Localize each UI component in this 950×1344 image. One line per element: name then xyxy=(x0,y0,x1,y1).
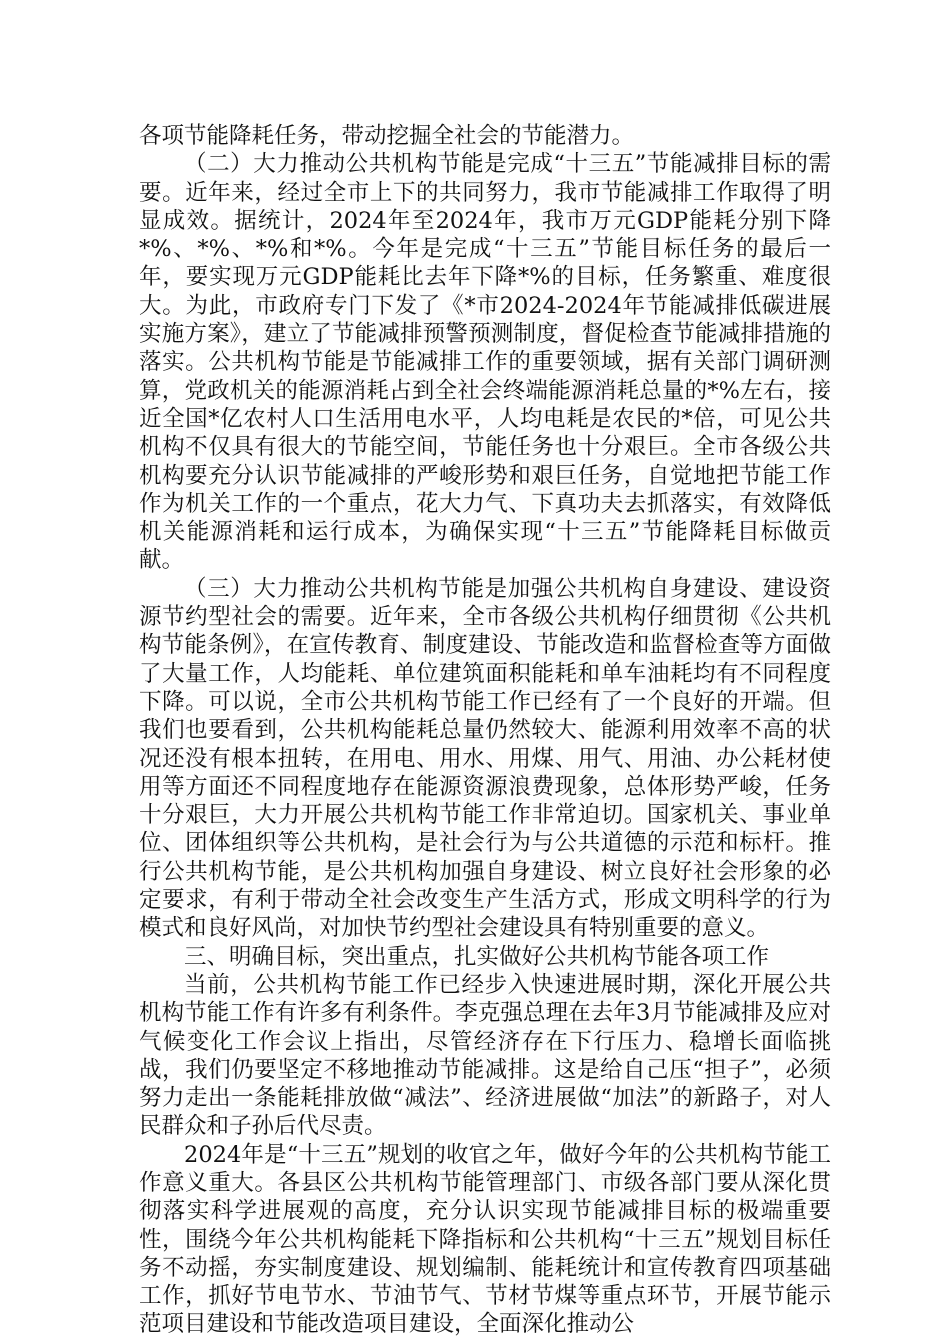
paragraph-continuation: 各项节能降耗任务，带动挖掘全社会的节能潜力。 xyxy=(139,123,635,149)
heading-part-three: 三、明确目标，突出重点，扎实做好公共机构节能各项工作 xyxy=(184,943,770,970)
paragraph-current-situation: 当前，公共机构节能工作已经步入快速进展时期，深化开展公共机构节能工作有许多有利条件。李克强总理在去年3月节能减排及应对气候变化工作会议上指出，尽管经济存在下行压力、稳增长面临挑战，我们仍要坚定不移地推动节能减排。这是给自己压“担子”，必须努力走出一条能耗排放做“减法”、经济进展做“加法”的新路子，对人民群众和子孙后代尽责。 xyxy=(139,971,831,1140)
paragraph-section-three: （三）大力推动公共机构节能是加强公共机构自身建设、建设资源节约型社会的需要。近年来，全市各级公共机构仔细贯彻《公共机构节能条例》，在宣传教育、制度建设、节能改造和监督检查等方面做了大量工作，人均能耗、单位建筑面积能耗和单车油耗均有不同程度下降。可以说，全市公共机构节能工作已经有了一个良好的开端。但我们也要看到，公共机构能耗总量仍然较大、能源利用效率不高的状况还没有根本扭转，在用电、用水、用煤、用气、用油、办公耗材使用等方面还不同程度地存在能源资源浪费现象，总体形势严峻，任务十分艰巨，大力开展公共机构节能工作非常迫切。国家机关、事业单位、团体组织等公共机构，是社会行为与公共道德的示范和标杆。推行公共机构节能，是公共机构加强自身建设、树立良好社会形象的必定要求，有利于带动全社会改变生产生活方式，形成文明科学的行为模式和良好风尚，对加快节约型社会建设具有特别重要的意义。 xyxy=(139,575,831,942)
document-page xyxy=(139,122,831,1339)
paragraph-section-two: （二）大力推动公共机构节能是完成“十三五”节能减排目标的需要。近年来，经过全市上下的共同努力，我市节能减排工作取得了明显成效。据统计，2024年至2024年，我市万元GDP能耗分别下降*%、*%、*%和*%。今年是完成“十三五”节能目标任务的最后一年，要实现万元GDP能耗比去年下降*%的目标，任务繁重、难度很大。为此，市政府专门下发了《*市2024-2024年节能减排低碳进展实施方案》，建立了节能减排预警预测制度，督促检查节能减排措施的落实。公共机构节能是节能减排工作的重要领域，据有关部门调研测算，党政机关的能源消耗占到全社会终端能源消耗总量的*%左右，接近全国*亿农村人口生活用电水平，人均电耗是农民的*倍，可见公共机构不仅具有很大的节能空间，节能任务也十分艰巨。全市各级公共机构要充分认识节能减排的严峻形势和艰巨任务，自觉地把节能工作作为机关工作的一个重点，花大力气、下真功夫去抓落实，有效降低机关能源消耗和运行成本，为确保实现“十三五”节能降耗目标做贡献。 xyxy=(139,151,831,574)
paragraph-year-goals: 2024年是“十三五”规划的收官之年，做好今年的公共机构节能工作意义重大。各县区公共机构节能管理部门、市级各部门要从深化贯彻落实科学进展观的高度，充分认识实现节能减排目标的极端重要性，围绕今年公共机构能耗下降指标和公共机构“十三五”规划目标任务不动摇，夯实制度建设、规划编制、能耗统计和宣传教育四项基础工作，抓好节电节水、节油节气、节材节煤等重点环节，开展节能示范项目建设和节能改造项目建设，全面深化推动公 xyxy=(139,1141,831,1338)
